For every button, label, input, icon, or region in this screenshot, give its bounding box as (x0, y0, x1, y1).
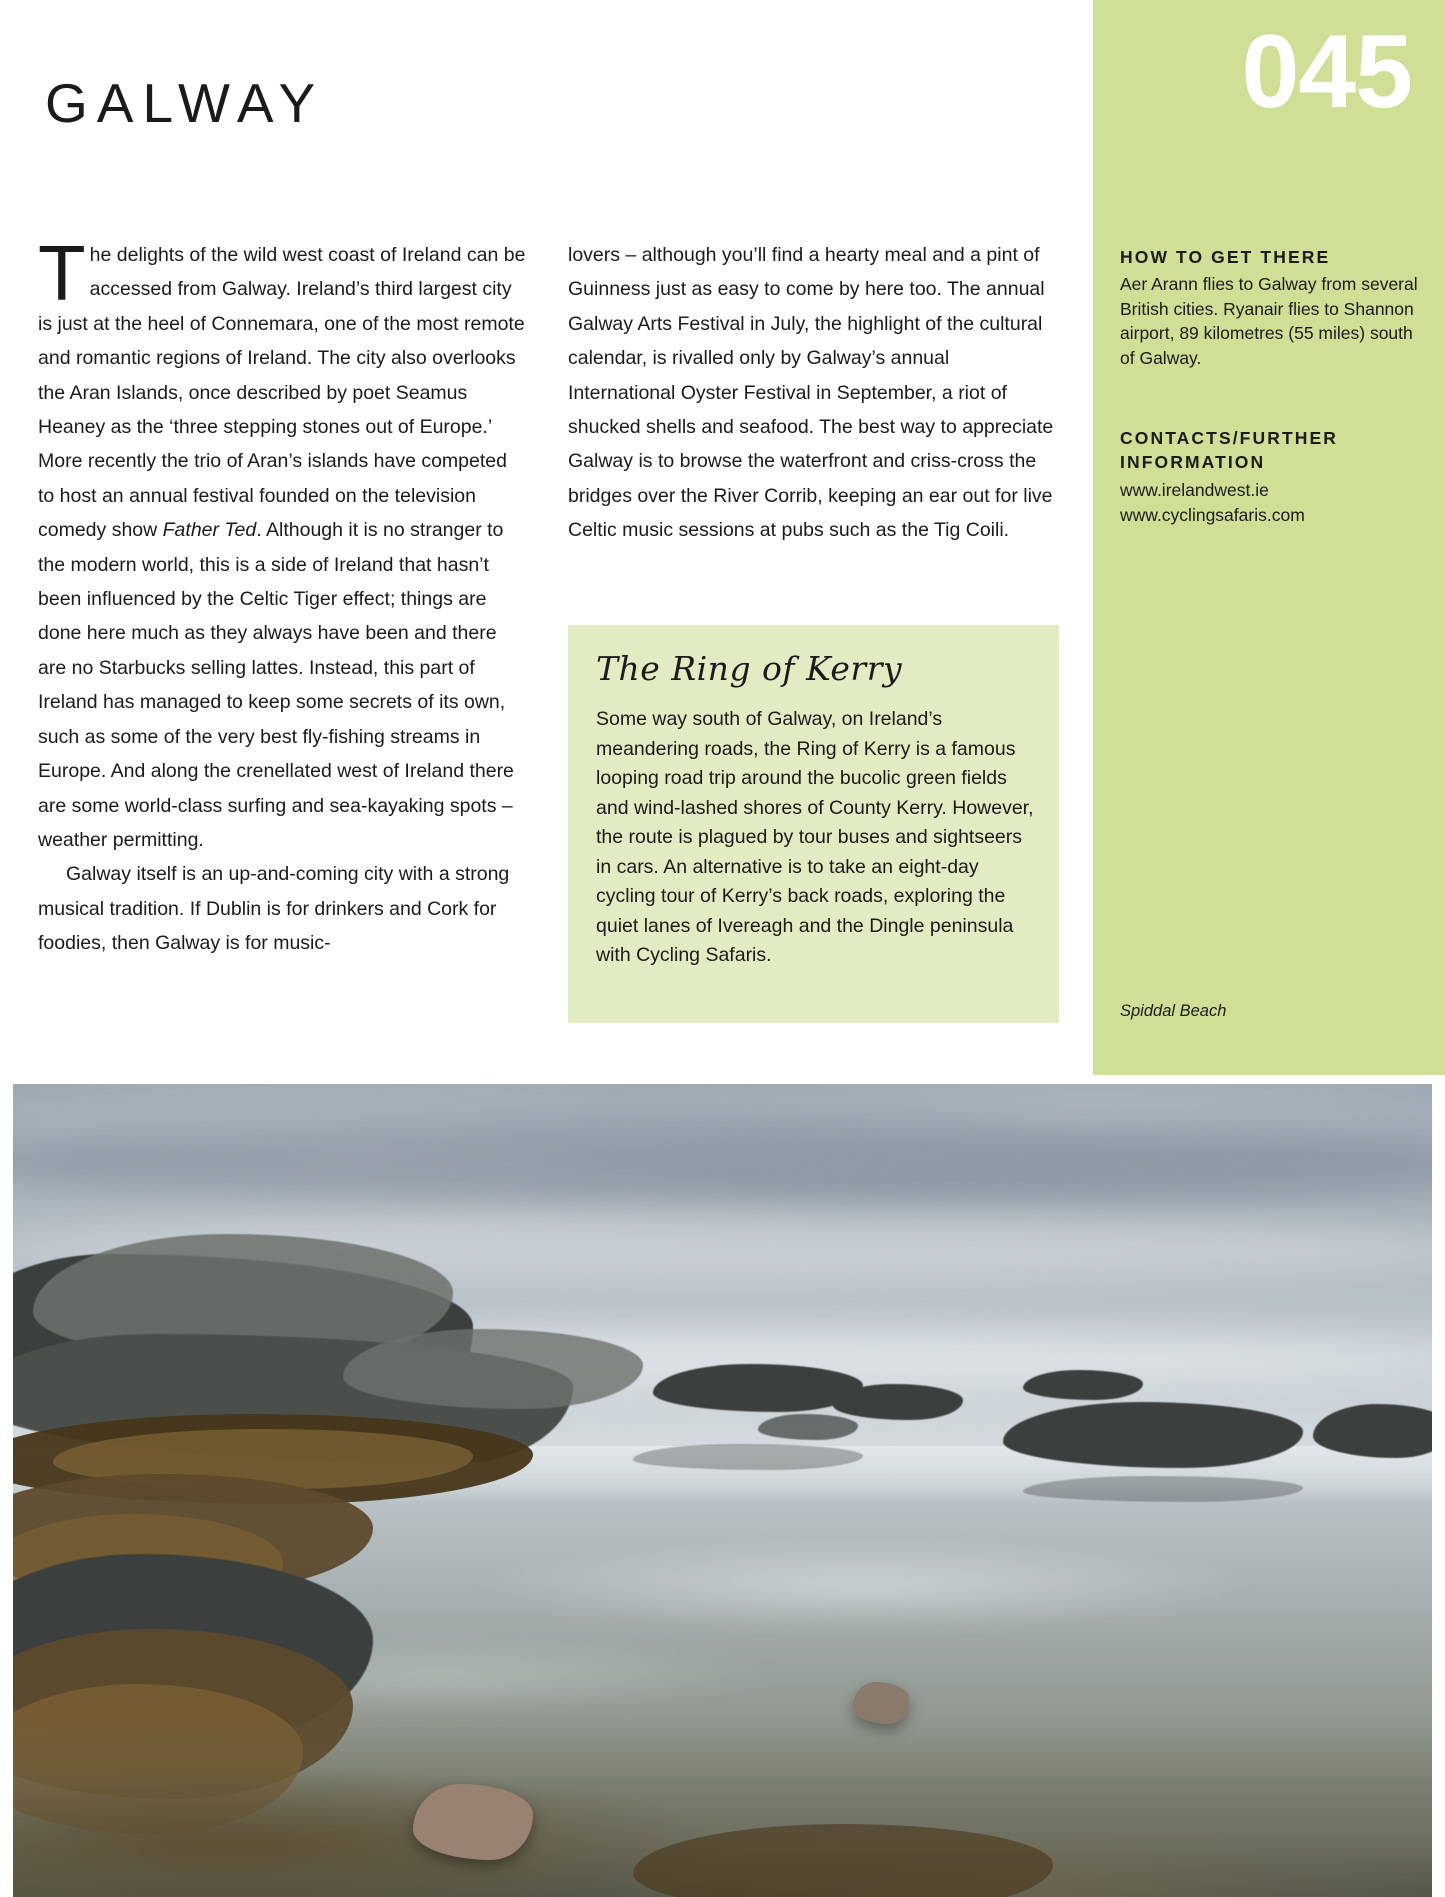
paragraph-3: lovers – although you’ll find a hearty meal and a pint of Guinness just as easy to come by here too. The annual Galway Arts Festival in July, the highlight of the cultural calendar, is rivalled only by Galway’s annual International Oyster Festival in September, a riot of shucked shells and seafood. The best way to appreciate Galway is to browse the waterfront and criss-cross the bridges over the River Corrib, keeping an ear out for live Celtic music sessions at pubs such as the Tig Coili. (568, 244, 1054, 542)
contacts-links (1120, 478, 1420, 527)
photo-rock (653, 1364, 863, 1412)
photo-rock (1023, 1370, 1143, 1400)
how-to-get-there-body: Aer Arann flies to Galway from several British cities. Ryanair flies to Shannon airport, 89 kilometres (55 miles) south of Galway. (1120, 274, 1418, 368)
spiddal-beach-photo (13, 1084, 1432, 1897)
paragraph-1 (38, 229, 528, 857)
contact-link-1[interactable]: www.irelandwest.ie (1120, 480, 1269, 500)
ring-of-kerry-title: The Ring of Kerry (596, 649, 903, 688)
photo-foreground-boulder (413, 1784, 533, 1860)
sidebar-panel (1093, 0, 1445, 1075)
article-column-right (568, 238, 1058, 548)
how-to-get-there-heading: HOW TO GET THERE (1120, 247, 1331, 267)
paragraph-1-text: he delights of the wild west coast of Ireland can be accessed from Galway. Ireland’s third largest city is just at the heel of Connemara, one of the most remote and romantic regions of Ireland. The city also overlooks the Aran Islands, once described by poet Seamus Heaney as the ‘three stepping stones out of Europe.’ More recently the trio of Aran’s islands have competed to host an annual festival founded on the television comedy show (38, 244, 526, 542)
article-column-left (38, 229, 528, 961)
photo-rock (833, 1384, 963, 1420)
photo-cloud-band (13, 1117, 1432, 1207)
paragraph-1-text-cont: . Although it is no stranger to the modern world, this is a side of Ireland that hasn’t been influenced by the Celtic Tiger effect; things are done here much as they always have been and there are no Starbucks selling lattes. Instead, this part of Ireland has managed to keep some secrets of its own, such as some of the very best fly-fishing streams in Europe. And along the crenellated west of Ireland there are some world-class surfing and sea-kayaking spots – weather permitting. (38, 519, 514, 851)
photo-rock (1003, 1402, 1303, 1468)
page-number: 045 (1241, 14, 1412, 130)
italic-show-title: Father Ted (162, 519, 257, 542)
photo-caption: Spiddal Beach (1120, 1002, 1227, 1020)
photo-rock (758, 1414, 858, 1440)
contacts-heading: CONTACTS/FURTHER INFORMATION (1120, 428, 1338, 472)
drop-cap: T (38, 229, 86, 317)
page-title: GALWAY (45, 72, 325, 134)
photo-rock (343, 1329, 643, 1409)
ring-of-kerry-box (568, 625, 1059, 1023)
photo-reflection (1023, 1476, 1303, 1502)
ring-of-kerry-body: Some way south of Galway, on Ireland’s meandering roads, the Ring of Kerry is a famous looping road trip around the bucolic green fields and wind-lashed shores of County Kerry. However, the route is plagued by tour buses and sightseers in cars. An alternative is to take an eight-day cycling tour of Kerry’s back roads, exploring the quiet lanes of Ivereagh and the Dingle peninsula with Cycling Safaris. (596, 708, 1034, 966)
contact-link-2[interactable]: www.cyclingsafaris.com (1120, 504, 1305, 525)
photo-foreground-boulder (853, 1682, 909, 1724)
photo-reflection (633, 1444, 863, 1470)
paragraph-2: Galway itself is an up-and-coming city with a strong musical tradition. If Dublin is for drinkers and Cork for foodies, then Galway is for music- (38, 863, 510, 955)
